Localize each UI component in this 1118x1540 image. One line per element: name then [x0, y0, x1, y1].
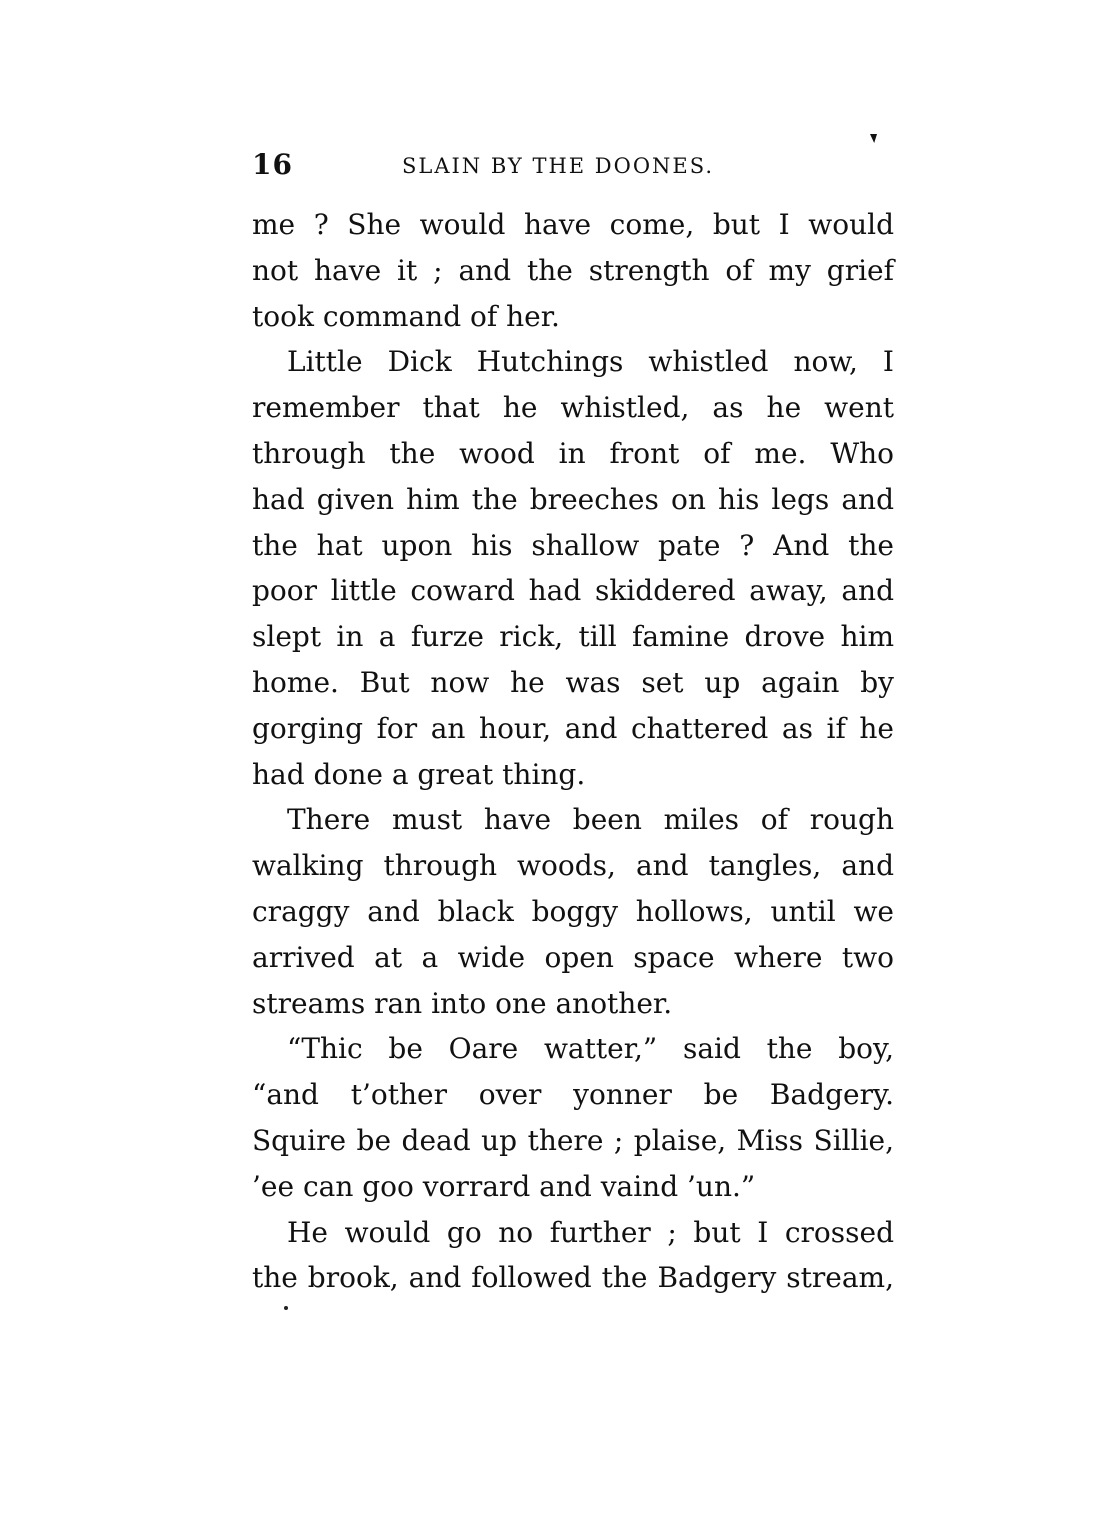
text-line: not have it ; and the strength of my grief: [252, 253, 894, 287]
text-line: had given him the breeches on his legs and: [252, 482, 894, 516]
page-number: 16: [252, 148, 293, 181]
text-line: slept in a furze rick, till famine drove him: [252, 620, 894, 654]
text-line: through the wood in front of me. Who: [252, 436, 894, 470]
text-line: the brook, and followed the Badgery stream,: [252, 1261, 894, 1295]
text-line: gorging for an hour, and chattered as if he: [252, 711, 894, 745]
ink-speck-mark: [870, 134, 877, 143]
text-line: “and t’other over yonner be Badgery.: [252, 1078, 894, 1112]
text-line: took command of her.: [252, 299, 560, 333]
body-text: [252, 202, 894, 1301]
paragraph-5: [252, 1210, 894, 1302]
text-line: poor little coward had skiddered away, and: [252, 574, 894, 608]
paragraph-4: [252, 1026, 894, 1209]
text-line: There must have been miles of rough: [287, 803, 894, 837]
paragraph-2: [252, 339, 894, 797]
paragraph-3: [252, 797, 894, 1026]
text-line: craggy and black boggy hollows, until we: [252, 894, 894, 928]
page-header: [252, 148, 892, 188]
running-title: SLAIN BY THE DOONES.: [402, 154, 715, 178]
ink-dot-mark: [284, 1306, 288, 1310]
text-line: “Thic be Oare watter,” said the boy,: [287, 1032, 894, 1066]
text-line: He would go no further ; but I crossed: [287, 1215, 894, 1249]
text-line: arrived at a wide open space where two: [252, 940, 894, 974]
text-line: home. But now he was set up again by: [252, 665, 894, 699]
text-line: walking through woods, and tangles, and: [252, 849, 894, 883]
text-line: streams ran into one another.: [252, 986, 673, 1020]
text-line: Squire be dead up there ; plaise, Miss Sillie,: [252, 1123, 894, 1157]
text-line: had done a great thing.: [252, 757, 586, 791]
text-line: me ? She would have come, but I would: [252, 208, 894, 241]
paragraph-1: [252, 202, 894, 339]
text-line: remember that he whistled, as he went: [252, 391, 894, 425]
text-line: Little Dick Hutchings whistled now, I: [287, 345, 894, 379]
text-line: the hat upon his shallow pate ? And the: [252, 528, 894, 562]
text-line: ’ee can goo vorrard and vaind ’un.”: [252, 1169, 756, 1203]
